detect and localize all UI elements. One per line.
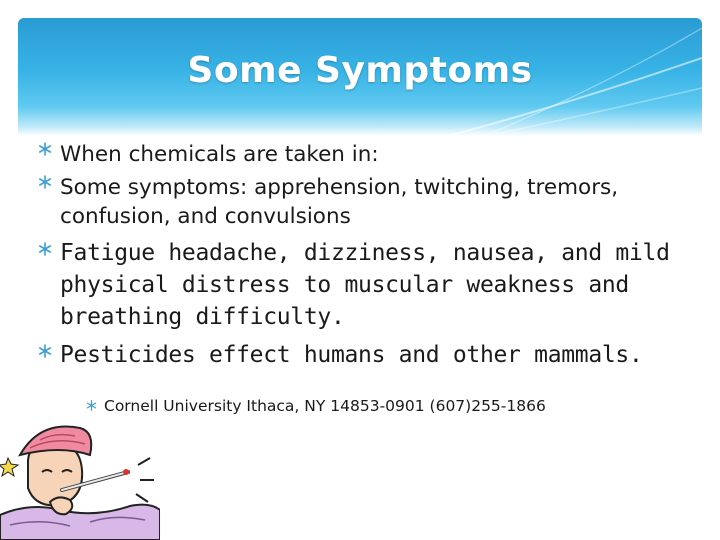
bullet-item <box>34 140 694 169</box>
asterisk-icon <box>38 242 52 256</box>
sub-bullet-text: Cornell University Ithaca, NY 14853-0901 (607)255-1866 <box>104 397 546 415</box>
bullet-text: Fatigue headache, dizziness, nausea, and mild physical distress to muscular weakness and breathing difficulty. <box>60 240 670 330</box>
slide-title: Some Symptoms <box>187 50 533 91</box>
asterisk-icon <box>38 142 52 156</box>
bullet-text: Pesticides effect humans and other mammals. <box>60 342 643 368</box>
bullet-text: When chemicals are taken in: <box>60 142 379 167</box>
asterisk-icon <box>38 344 52 358</box>
sick-person-clipart <box>0 410 160 540</box>
bullet-item <box>34 173 694 231</box>
bullet-item <box>34 339 694 371</box>
bullet-list <box>34 140 694 379</box>
bullet-item <box>34 237 694 333</box>
asterisk-icon <box>38 175 52 189</box>
bullet-text: Some symptoms: apprehension, twitching, tremors, confusion, and convulsions <box>60 175 619 229</box>
